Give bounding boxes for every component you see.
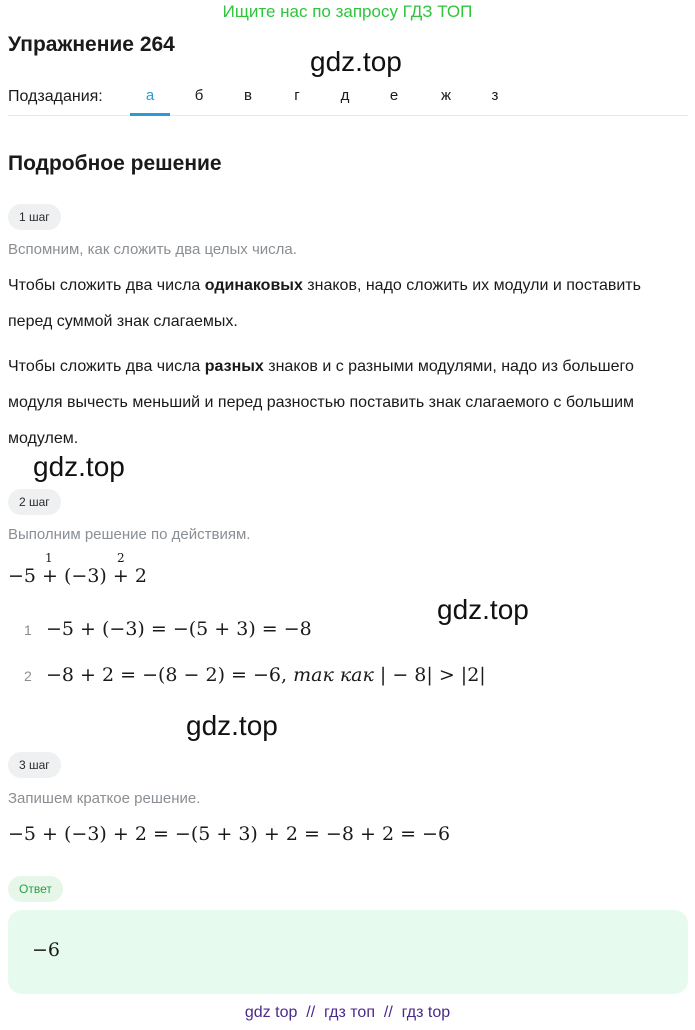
subtasks-tabs <box>8 80 688 116</box>
short-solution: −5 + (−3) + 2 = −(5 + 3) + 2 = −8 + 2 = −6 <box>8 823 451 845</box>
tab-b[interactable]: б <box>194 87 204 104</box>
expression: −5 + (−3) + 2 <box>8 565 147 587</box>
watermark: gdz.top <box>186 710 278 741</box>
action-1: −5 + (−3) = −(5 + 3) = −8 <box>46 618 312 640</box>
tab-a[interactable]: а <box>130 80 170 116</box>
answer-badge: Ответ <box>8 876 63 902</box>
step-note-2: Выполним решение по действиям. <box>8 526 251 543</box>
step-note-1: Вспомним, как сложить два целых числа. <box>8 241 297 258</box>
tab-d[interactable]: д <box>340 87 350 104</box>
watermark: gdz.top <box>310 46 402 77</box>
watermark: gdz.top <box>33 451 125 482</box>
step-badge-2: 2 шаг <box>8 489 61 515</box>
emphasis-same: одинаковых <box>204 277 303 294</box>
tab-zh[interactable]: ж <box>440 87 452 104</box>
answer-value: −6 <box>32 939 61 961</box>
action-number-1: 1 <box>24 622 32 638</box>
step-badge-1: 1 шаг <box>8 204 61 230</box>
operation-order-1: 1 <box>45 551 53 565</box>
tab-g[interactable]: г <box>294 87 300 104</box>
emphasis-different: разных <box>204 358 264 375</box>
rule-same-signs: Чтобы сложить два числа одинаковых знаков, надо сложить их модули и поставить перед суммой знак слагаемых. <box>8 277 641 330</box>
section-title: Подробное решение <box>8 152 222 175</box>
action-2: −8 + 2 = −(8 − 2) = −6, так как | − 8| > |2| <box>46 664 486 686</box>
tab-v[interactable]: в <box>244 87 252 104</box>
search-banner: Ищите нас по запросу ГДЗ ТОП <box>222 2 473 21</box>
page-title: Упражнение 264 <box>8 33 175 56</box>
answer-box <box>8 910 688 994</box>
step-badge-3: 3 шаг <box>8 752 61 778</box>
tab-e[interactable]: е <box>389 87 399 104</box>
rule-different-signs: Чтобы сложить два числа разных знаков и с разными модулями, надо из большего модуля вычесть меньший и перед разностью поставить знак слагаемого с большим модулем. <box>8 358 635 447</box>
step-note-3: Запишем краткое решение. <box>8 790 201 807</box>
footer-links[interactable]: gdz top // гдз топ // гдз top <box>244 1004 451 1021</box>
tab-z[interactable]: з <box>491 87 499 104</box>
because-note: так как <box>293 664 374 686</box>
subtasks-label: Подзадания: <box>8 88 103 105</box>
watermark: gdz.top <box>437 594 529 625</box>
operation-order-2: 2 <box>117 551 125 565</box>
action-number-2: 2 <box>24 668 32 684</box>
